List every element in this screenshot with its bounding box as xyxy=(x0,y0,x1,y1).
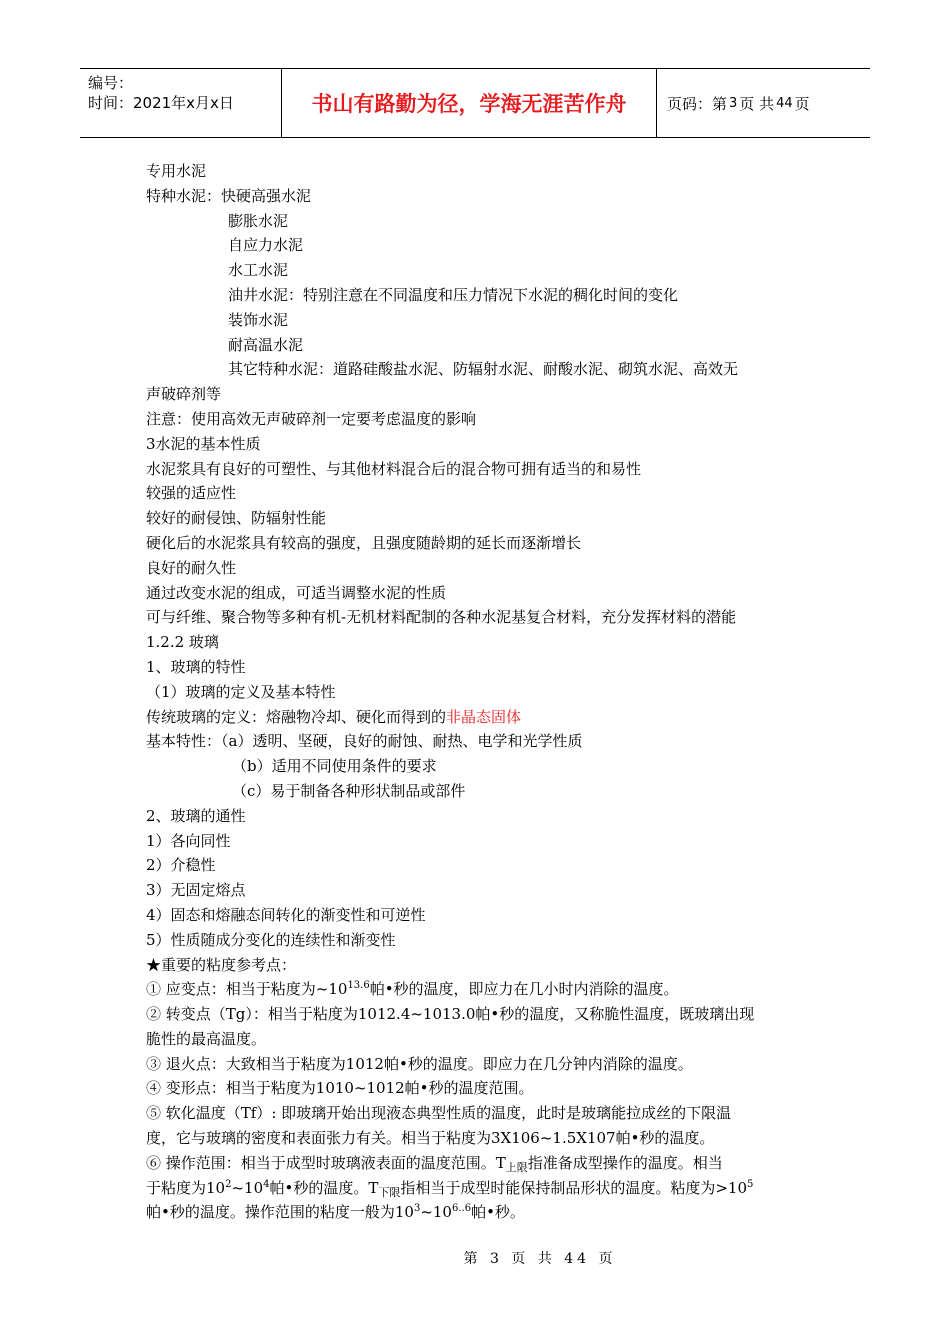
text-run: ~10 xyxy=(231,1178,264,1197)
superscript: 6..6 xyxy=(451,1203,472,1215)
list-item: 2）介稳性 xyxy=(146,856,216,875)
text-line: 度，它与玻璃的密度和表面张力有关。相当于粘度为3X106~1.5X107帕•秒的温度。 xyxy=(146,1129,715,1148)
text-line: 耐高温水泥 xyxy=(228,335,304,354)
superscript: 3 xyxy=(413,1203,421,1215)
list-item: 4）固态和熔融态间转化的渐变性和可逆性 xyxy=(146,905,426,924)
header-motto: 书山有路勤为径，学海无涯苦作舟 xyxy=(282,69,657,137)
header-meta xyxy=(80,69,282,137)
section-heading: 2、玻璃的通性 xyxy=(146,806,246,825)
text-line: 脆性的最高温度。 xyxy=(146,1029,267,1048)
text-line: 良好的耐久性 xyxy=(146,558,237,577)
section-heading: 1、玻璃的特性 xyxy=(146,657,246,676)
text-line: 硬化后的水泥浆具有较高的强度，且强度随龄期的延长而逐渐增长 xyxy=(146,533,582,552)
superscript: 2 xyxy=(225,1178,232,1190)
text-run: 帕•秒的温度。T xyxy=(269,1178,379,1197)
header-page-info xyxy=(657,69,870,137)
text-line: 其它特种水泥：道路硅酸盐水泥、防辐射水泥、耐酸水泥、砌筑水泥、高效无 xyxy=(228,360,739,379)
text-run: 帕•秒的温度。操作范围的粘度一般为10 xyxy=(146,1203,414,1222)
text-line: （1）玻璃的定义及基本特性 xyxy=(146,682,336,701)
text-run: 帕•秒。 xyxy=(471,1203,525,1222)
text-line xyxy=(146,1200,808,1225)
list-item: 1）各向同性 xyxy=(146,831,231,850)
text-line: 通过改变水泥的组成，可适当调整水泥的性质 xyxy=(146,583,447,602)
list-item: ④ 变形点：相当于粘度为1010~1012帕•秒的温度范围。 xyxy=(146,1079,534,1098)
highlighted-term: 非晶态固体 xyxy=(446,707,522,726)
page-footer: 第 3 页 共 44 页 xyxy=(463,1251,617,1267)
text-run: 指准备成型操作的温度。相当 xyxy=(527,1153,723,1172)
text-line: ★重要的粘度参考点： xyxy=(146,955,297,974)
list-item xyxy=(146,977,808,1002)
text-line xyxy=(146,705,808,730)
text-line: 声破碎剂等 xyxy=(146,385,222,404)
text-run: 指相当于成型时能保持制品形状的温度。粘度为>10 xyxy=(400,1178,748,1197)
section-heading: 1.2.2 玻璃 xyxy=(146,633,219,652)
subscript: 下限 xyxy=(378,1185,401,1199)
text-line: 较强的适应性 xyxy=(146,484,237,503)
text-line: 可与纤维、聚合物等多种有机-无机材料配制的各种水泥基复合材料，充分发挥材料的潜能 xyxy=(146,608,737,627)
text-line: 注意：使用高效无声破碎剂一定要考虑温度的影响 xyxy=(146,409,477,428)
text-line: 特种水泥：快硬高强水泥 xyxy=(146,186,312,205)
superscript: 13.6 xyxy=(347,980,370,992)
text-line: 水泥浆具有良好的可塑性、与其他材料混合后的混合物可拥有适当的和易性 xyxy=(146,459,642,478)
text-line: 专用水泥 xyxy=(146,162,207,180)
list-item: ③ 退火点：大致相当于粘度为1012帕•秒的温度。即应力在几分钟内消除的温度。 xyxy=(146,1054,693,1073)
date-label: 时间：2021年x月x日 xyxy=(88,94,234,112)
text-line: （b）适用不同使用条件的要求 xyxy=(232,757,437,776)
document-body xyxy=(146,159,808,1225)
text-line: 较好的耐侵蚀、防辐射性能 xyxy=(146,509,327,528)
text-run: 帕•秒的温度，即应力在几小时内消除的温度。 xyxy=(369,980,679,999)
text-run: ① 应变点：相当于粘度为~10 xyxy=(146,980,348,999)
text-line: 装饰水泥 xyxy=(228,310,289,329)
list-item xyxy=(146,1151,808,1176)
page-prefix: 页码：第 xyxy=(667,94,728,113)
list-item: 5）性质随成分变化的连续性和渐变性 xyxy=(146,930,396,949)
number-label: 编号： xyxy=(88,74,134,92)
superscript: 4 xyxy=(263,1178,270,1190)
subscript: 上限 xyxy=(505,1160,528,1174)
page-suffix: 页 xyxy=(794,94,810,113)
list-item: ⑤ 软化温度（Tf）: 即玻璃开始出现液态典型性质的温度，此时是玻璃能拉成丝的下限温 xyxy=(146,1104,732,1123)
superscript: 5 xyxy=(747,1178,754,1190)
section-heading: 3水泥的基本性质 xyxy=(146,434,261,453)
list-item: 3）无固定熔点 xyxy=(146,881,246,900)
text-line: （c）易于制备各种形状制品或部件 xyxy=(232,781,466,800)
definition-text: 传统玻璃的定义：熔融物冷却、硬化而得到的 xyxy=(146,707,447,726)
text-run: 于粘度为10 xyxy=(146,1178,226,1197)
text-line: 自应力水泥 xyxy=(228,236,304,255)
page-number: 3 xyxy=(729,95,738,111)
page-header xyxy=(80,68,870,138)
text-line: 基本特性：（a）透明、坚硬，良好的耐蚀、耐热、电学和光学性质 xyxy=(146,732,583,751)
text-line: 膨胀水泥 xyxy=(228,211,289,230)
text-line: 水工水泥 xyxy=(228,261,289,280)
text-run: ⑥ 操作范围：相当于成型时玻璃液表面的温度范围。T xyxy=(146,1153,506,1172)
page-mid: 页 共 xyxy=(739,94,775,113)
page-total: 44 xyxy=(776,95,793,111)
text-line xyxy=(146,1176,808,1201)
text-run: ~10 xyxy=(420,1203,452,1222)
text-line: 油井水泥：特别注意在不同温度和压力情况下水泥的稠化时间的变化 xyxy=(228,285,679,304)
list-item: ② 转变点（Tg）：相当于粘度为1012.4~1013.0帕•秒的温度，又称脆性温度，既玻璃出现 xyxy=(146,1005,755,1024)
